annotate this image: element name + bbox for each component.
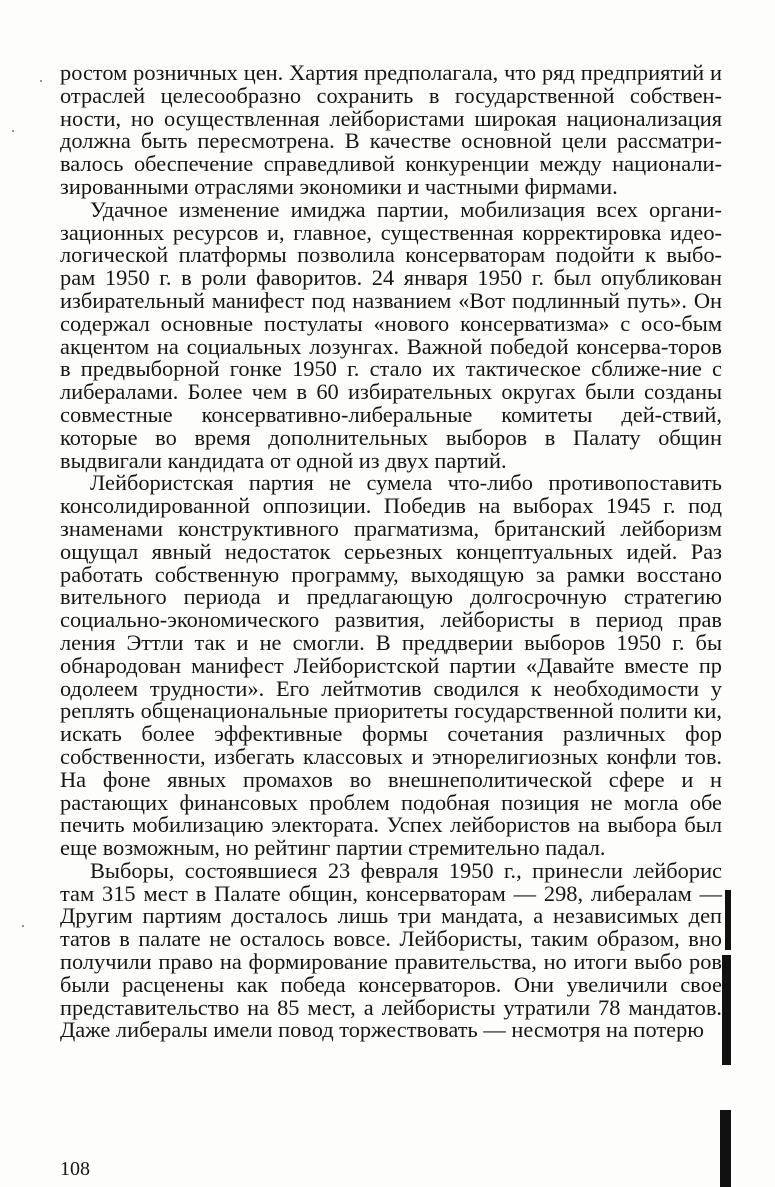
scan-speck: [22, 925, 24, 927]
scan-shadow-edge: [722, 955, 731, 1065]
scan-speck: [40, 80, 42, 82]
paragraph-1: ростом розничных цен. Хартия предполагала, что ряд предприятий и отраслей целесообразно сохранить в государственной собствен-ности, но осуществленная лейбористами широкая национализация должна быть пересмотрена. В качестве основной цели рассматри-валось обеспечение справедливой конкуренции между национали-зированными отраслями экономики и частными фирмами.: [60, 60, 722, 199]
scan-shadow-edge: [720, 1110, 731, 1187]
scan-speck: [12, 130, 14, 132]
page-number: 108: [60, 1158, 90, 1180]
scan-shadow-edge: [725, 890, 731, 950]
paragraph-4: Выборы, состоявшиеся 23 февраля 1950 г., принесли лейборис там 315 мест в Палате общин, консерваторам — 298, либералам — Другим партиям досталось лишь три мандата, а независимых деп татов в палате не осталось вовсе. Лейбористы, таким образом, вно получили право на формирование правительства, но итоги выбо ров были расценены как победа консерваторов. Они увеличили свое представительство на 85 мест, а лейбористы утратили 78 мандатов. Даже либералы имели повод торжествовать — несмотря на потерю: [60, 857, 722, 1043]
body-text: [60, 62, 722, 1042]
paragraph-3: Лейбористская партия не сумела что-либо противопоставить консолидированной оппозиции. Победив на выборах 1945 г. под знаменами конструктивного прагматизма, британский лейборизм ощущал явный недостаток серьезных концептуальных идей. Раз работать собственную программу, выходящую за рамки восстано вительного периода и предлагающую долгосрочную стратегию социально-экономического развития, лейбористы в период прав ления Эттли так и не смогли. В преддверии выборов 1950 г. бы обнародован манифест Лейбористской партии «Давайте вместе пр одолеем трудности». Его лейтмотив сводился к необходимости у реплять общенациональные приоритеты государственной полити ки, искать более эффективные формы сочетания различных фор собственности, избегать классовых и этнорелигиозных конфли тов. На фоне явных промахов во внешнеполитической сфере и н растающих финансовых проблем подобная позиция не могла обе печить мобилизацию электората. Успех лейбористов на выбора был еще возможным, но рейтинг партии стремительно падал.: [60, 470, 722, 861]
paragraph-2: Удачное изменение имиджа партии, мобилизация всех органи-зационных ресурсов и, главное, существенная корректировка идео-логической платформы позволила консерваторам подойти к выбо-рам 1950 г. в роли фаворитов. 24 января 1950 г. был опубликован избирательный манифест под названием «Вот подлинный путь». Он содержал основные постулаты «нового консерватизма» с осо-бым акцентом на социальных лозунгах. Важной победой консерва-торов в предвыборной гонке 1950 г. стало их тактическое сближе-ние с либералами. Более чем в 60 избирательных округах были созданы совместные консервативно-либеральные комитеты дей-ствий, которые во время дополнительных выборов в Палату общин выдвигали кандидата от одной из двух партий.: [60, 196, 722, 473]
